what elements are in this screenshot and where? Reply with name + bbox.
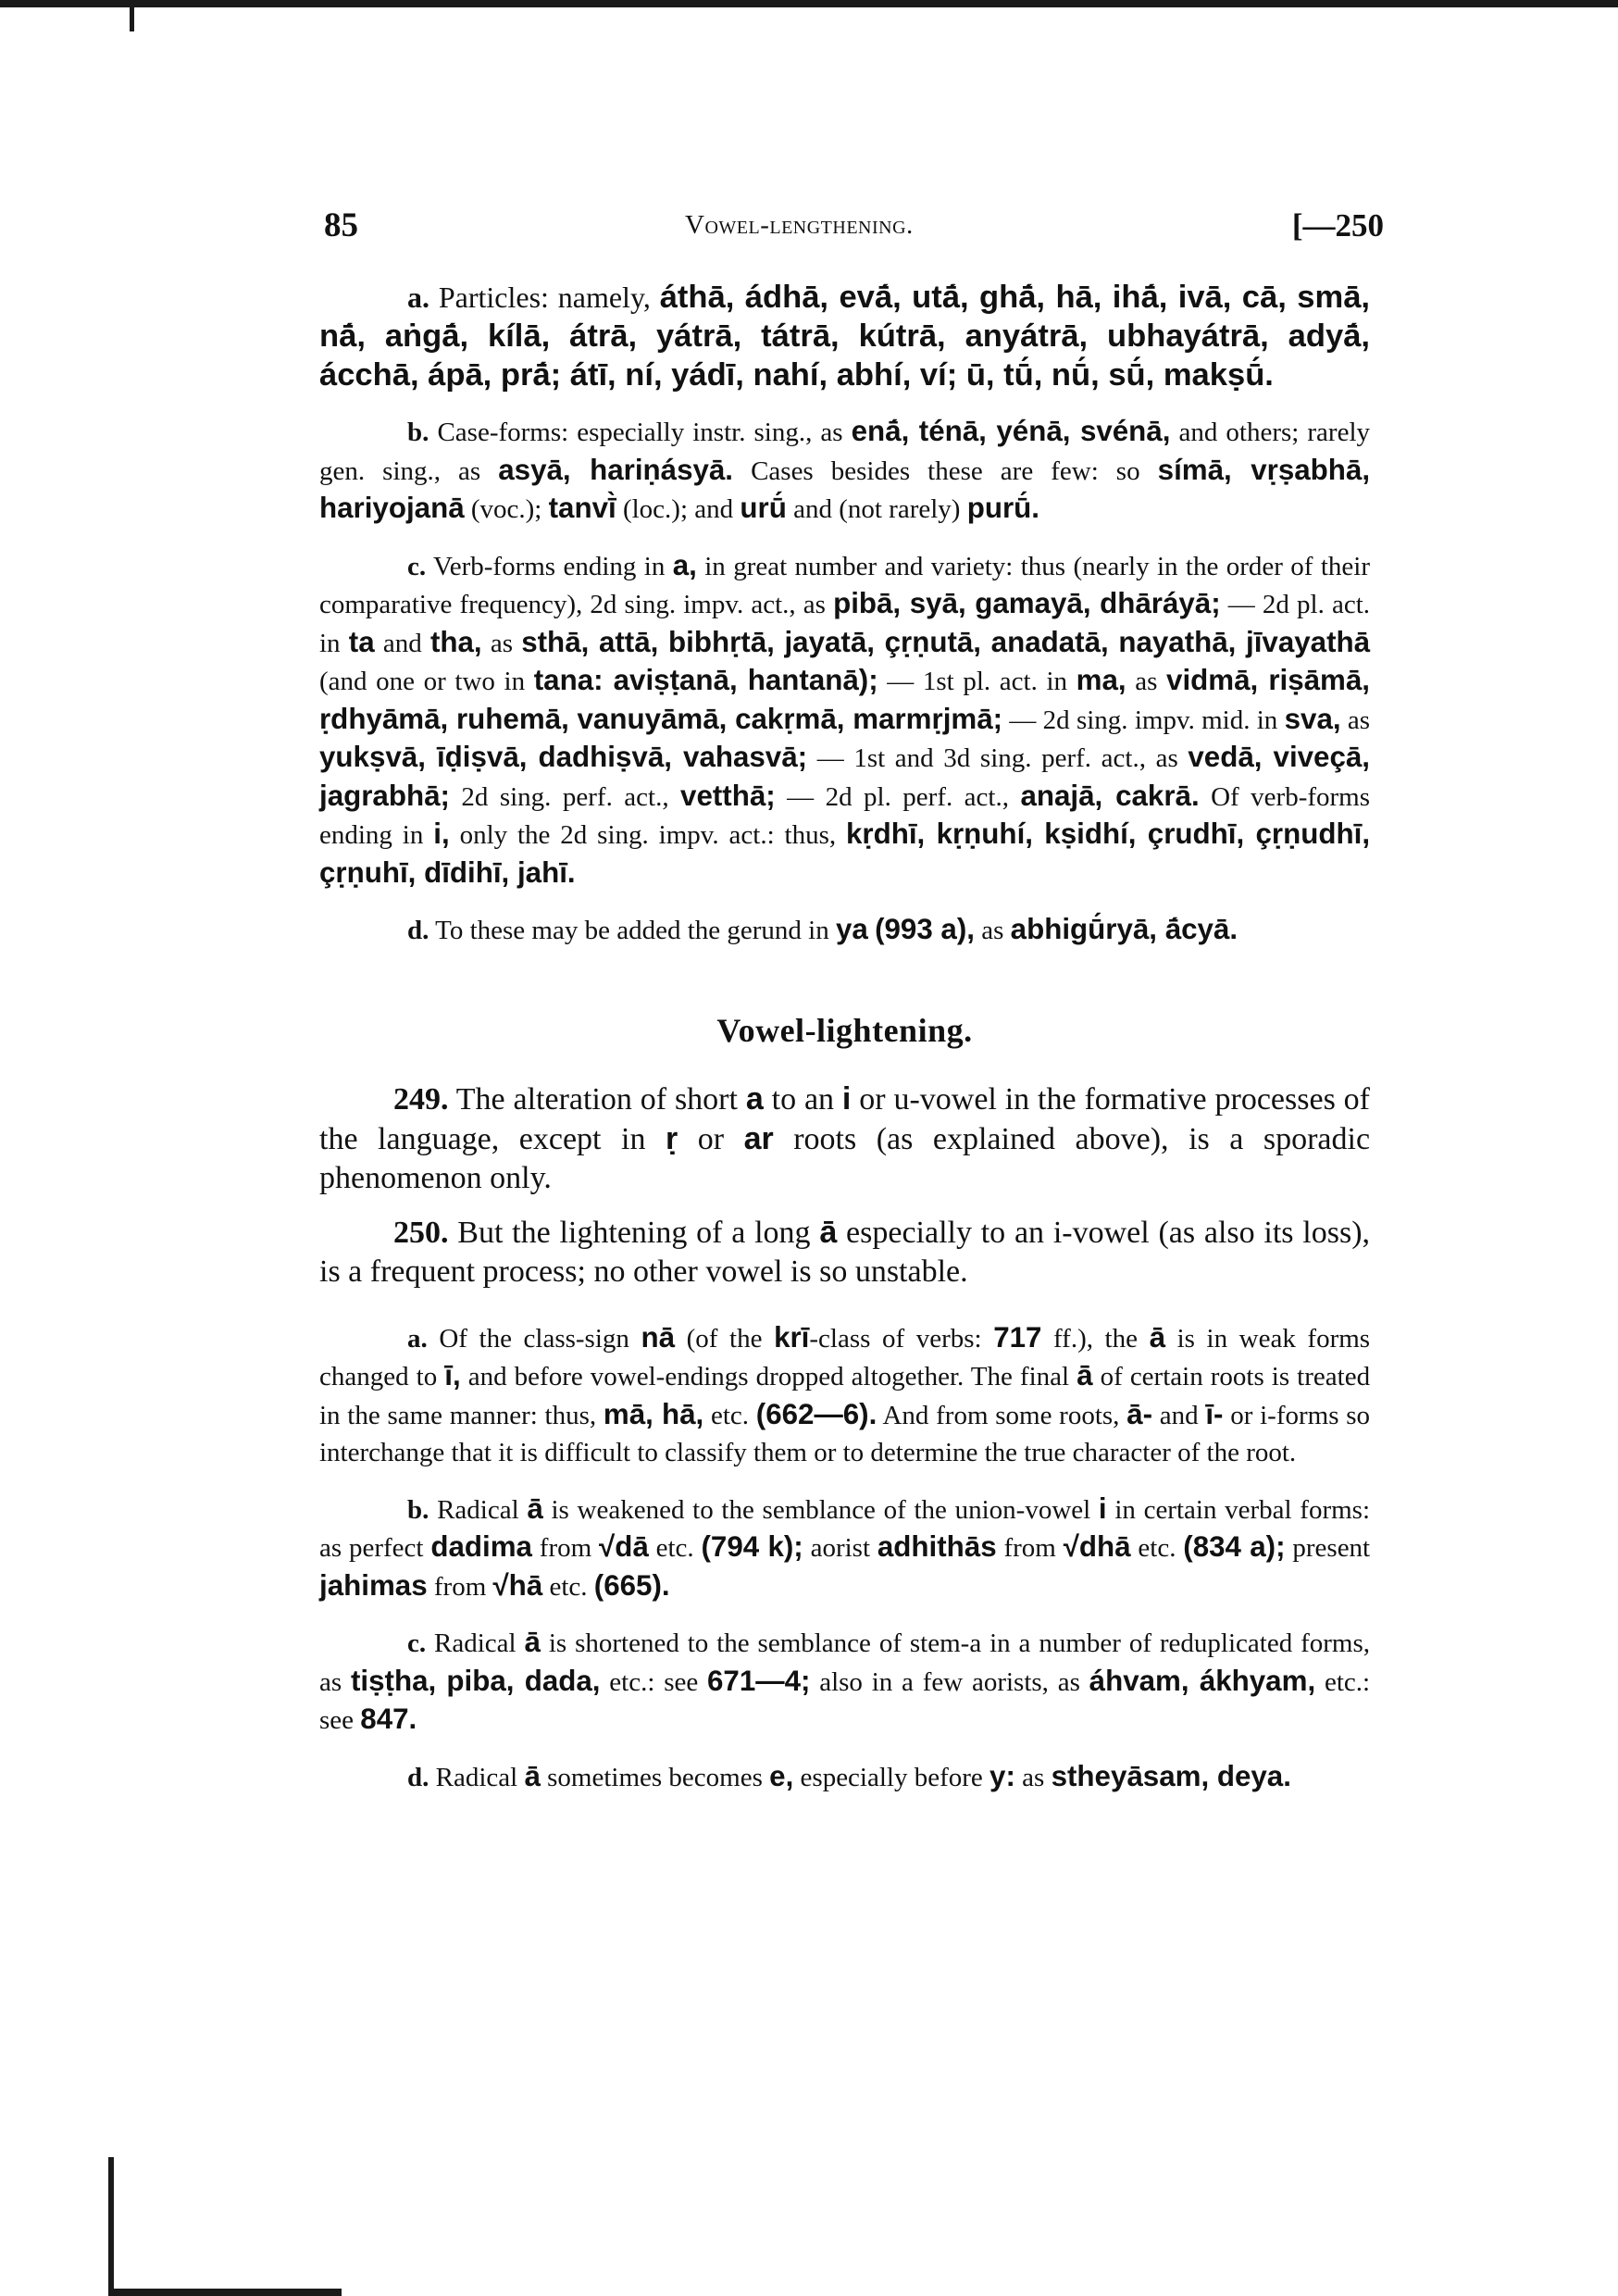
section-reference: [—250 <box>1291 207 1384 243</box>
paragraph-250c: c. Radical ā is shortened to the semblance of stem-a in a number of reduplicated forms, as tiṣṭha, piba, dada, etc.: see 671—4; also in a few aorists, as áhvam, ákhyam, etc.: see 847. <box>319 1626 1371 1735</box>
page-header <box>324 206 1384 252</box>
paragraph-249: 249. The alteration of short a to an i or u-vowel in the formative processes of the language, except in ṛ or ar roots (as explained above), is a sporadic phenomenon only. <box>319 1080 1371 1195</box>
top-scan-border <box>0 0 1618 7</box>
paragraph-250a: a. Of the class-sign nā (of the krī-class of verbs: 717 ff.), the ā is in weak forms changed to ī, and before vowel-endings dropped altogether. The final ā of certain roots is treated in the same manner: thus, mā, hā, etc. (662—6). And from some roots, ā- and ī- or i-forms so interchange that it is difficult to classify them or to determine the true character of the root. <box>319 1320 1371 1467</box>
paragraph-d-gerund: d. To these may be added the gerund in ya (993 a), as abhigū́ryā, ā́cyā. <box>407 913 1238 945</box>
paragraph-250: 250. But the lightening of a long ā especially to an i-vowel (as also its loss), is a frequent process; no other vowel is so unstable. <box>319 1214 1371 1289</box>
page-body <box>319 278 1370 1815</box>
paragraph-c-verb-forms: c. Verb-forms ending in a, in great number and variety: thus (nearly in the order of their comparative frequency), 2d sing. impv. act., as pibā, syā, gamayā, dhāráyā; — 2d pl. act. in ta and tha, as sthā, attā, bibhṛtā, jayatā, çṛṇutā, anadatā, nayathā, jīvayathā (and one or two in tana: aviṣṭanā, hantanā); — 1st pl. act. in ma, as vidmā, riṣāmā, ṛdhyāmā, ruhemā, vanuyāmā, cakṛmā, marmṛjmā; — 2d sing. impv. mid. in sva, as yukṣvā, īḍiṣvā, dadhiṣvā, vahasvā; — 1st and 3d sing. perf. act., as vedā, viveçā, jagrabhā; 2d sing. perf. act., vetthā; — 2d pl. perf. act., anajā, cakrā. Of verb-forms ending in i, only the 2d sing. impv. act.: thus, kṛdhī, kṛṇuhí, kṣidhí, çrudhī, çṛṇudhī, çṛṇuhī, dīdihī, jahī. <box>319 548 1371 889</box>
bottom-scan-border <box>108 2289 342 2296</box>
running-title: Vowel-lengthening. <box>685 210 914 240</box>
paragraph-250d: d. Radical ā sometimes becomes e, especially before y: as stheyāsam, deya. <box>407 1759 1291 1792</box>
section-title: Vowel-lightening. <box>716 1011 973 1049</box>
page-number: 85 <box>324 206 358 244</box>
paragraph-a-particles: a. Particles: namely, áthā, ádhā, evā́, utā́, ghā́, hā, ihā́, ivā, cā, smā, nā́, aṅgā́, kílā, átrā, yátrā, tátrā, kútrā, anyátrā, ubhayátrā, adyā́, ácchā, ápā, prā́; átī, ní, yádī, nahí, abhí, ví; ū, tū́, nū́, sū́, makṣū́. <box>319 280 1371 393</box>
left-scan-border <box>108 2157 114 2296</box>
top-scan-tick <box>130 0 134 31</box>
paragraph-b-case-forms: b. Case-forms: especially instr. sing., as enā́, ténā, yénā, svénā, and others; rarely gen. sing., as asyā, hariṇásyā. Cases besides these are few: so símā, vṛṣabhā, hariyojanā (voc.); tanvī̀ (loc.); and urū́ and (not rarely) purū́. <box>319 415 1371 524</box>
paragraph-250b: b. Radical ā is weakened to the semblance of the union-vowel i in certain verbal forms: as perfect dadima from √dā etc. (794 k); aorist adhithās from √dhā etc. (834 a); present jahimas from √hā etc. (665). <box>319 1491 1371 1602</box>
